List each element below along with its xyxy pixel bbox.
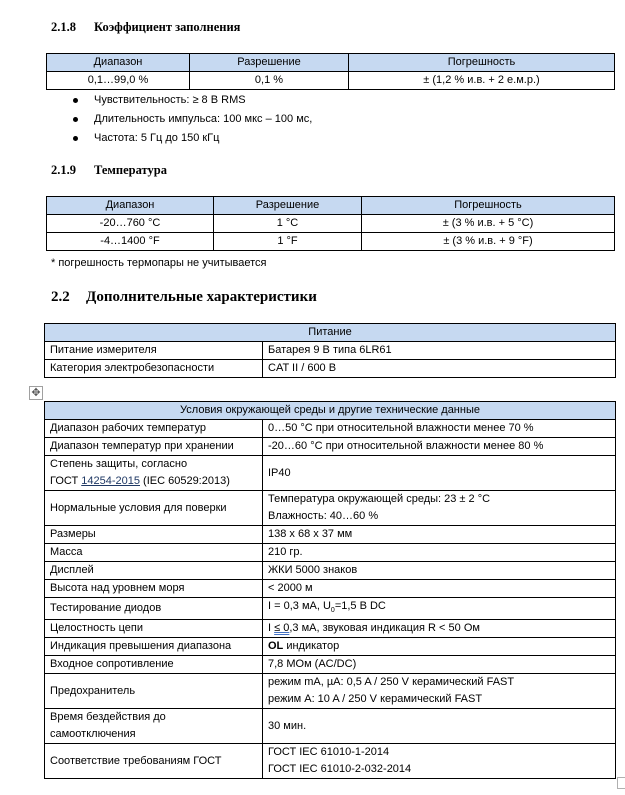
row-label: Категория электробезопасности [45, 360, 263, 378]
duty-cycle-table [46, 53, 615, 90]
row-value: 210 гр. [263, 544, 616, 562]
thermocouple-note: * погрешность термопары не учитывается [51, 257, 267, 269]
row-value: IP40 [263, 456, 616, 491]
row-label: Тестирование диодов [45, 598, 263, 620]
table-row [45, 342, 616, 360]
row-label: Диапазон рабочих температур [45, 420, 263, 438]
table-row [45, 491, 616, 526]
row-label: Размеры [45, 526, 263, 544]
header-resolution: Разрешение [214, 197, 362, 215]
gost-link[interactable]: 14254-2015 [81, 475, 140, 487]
list-item: Частота: 5 Гц до 150 кГц [0, 129, 312, 148]
row-value: Батарея 9 В типа 6LR61 [263, 342, 616, 360]
cell-accuracy: ± (3 % и.в. + 9 °F) [362, 233, 615, 251]
bullet-icon [73, 98, 78, 103]
table-header-row [47, 197, 615, 215]
heading-2-1-8 [51, 20, 240, 35]
row-value: I = 0,3 мА, $U_0=1,5$ В DC [263, 598, 616, 620]
cell-accuracy: ± (1,2 % и.в. + 2 е.м.р.) [349, 72, 615, 90]
row-label: Дисплей [45, 562, 263, 580]
table-row [45, 580, 616, 598]
table-row [45, 674, 616, 709]
table-row [45, 456, 616, 491]
row-label: Индикация превышения диапазона [45, 638, 263, 656]
table-row [45, 562, 616, 580]
row-value: < 2000 м [263, 580, 616, 598]
list-item: Длительность импульса: 100 мкс – 100 мс, [0, 110, 312, 129]
table-row [45, 526, 616, 544]
row-value: Температура окружающей среды: 23 ± 2 °C Влажность: 40…60 % [263, 491, 616, 526]
table-row [45, 598, 616, 620]
row-value: 0…50 °C при относительной влажности менее 70 % [263, 420, 616, 438]
heading-number: 2.1.9 [51, 163, 76, 177]
row-value: I ≤ 0,3 мА, звуковая индикация R < 50 Ом [263, 620, 616, 638]
heading-number: 2.1.8 [51, 20, 76, 34]
table-row [45, 544, 616, 562]
cell-resolution: 1 °F [214, 233, 362, 251]
row-label: Соответствие требованиям ГОСТ [45, 744, 263, 779]
header-accuracy: Погрешность [362, 197, 615, 215]
table-resize-handle[interactable] [617, 777, 625, 789]
table-row [45, 709, 616, 744]
cell-range: -20…760 °C [47, 215, 214, 233]
heading-number: 2.2 [51, 289, 70, 305]
table-row [45, 620, 616, 638]
row-label: Высота над уровнем моря [45, 580, 263, 598]
cell-resolution: 1 °C [214, 215, 362, 233]
row-label: Целостность цепи [45, 620, 263, 638]
cell-range: 0,1…99,0 % [47, 72, 190, 90]
cell-range: -4…1400 °F [47, 233, 214, 251]
row-label: Степень защиты, согласно ГОСТ 14254-2015 (IEC 60529:2013) [45, 456, 263, 491]
row-value: ГОСТ IEC 61010-1-2014 ГОСТ IEC 61010-2-032-2014 [263, 744, 616, 779]
table-move-handle-icon[interactable]: ✥ [29, 386, 43, 400]
table-row [45, 420, 616, 438]
temperature-table [46, 196, 615, 251]
heading-title: Температура [94, 163, 167, 177]
row-label: Диапазон температур при хранении [45, 438, 263, 456]
heading-title: Коэффициент заполнения [94, 20, 241, 34]
table-row [47, 72, 615, 90]
row-label: Время бездействия до самоотключения [45, 709, 263, 744]
header-range: Диапазон [47, 54, 190, 72]
heading-2-2 [51, 289, 317, 306]
header-range: Диапазон [47, 197, 214, 215]
heading-title: Дополнительные характеристики [86, 289, 317, 305]
duty-cycle-bullets [0, 91, 312, 148]
table-row [45, 360, 616, 378]
table-header-row [45, 402, 616, 420]
row-value: CAT II / 600 В [263, 360, 616, 378]
row-label: Входное сопротивление [45, 656, 263, 674]
environment-table [44, 401, 616, 779]
header-resolution: Разрешение [190, 54, 349, 72]
row-value: режим mA, µA: 0,5 A / 250 V керамический FAST режим A: 10 A / 250 V керамический FAST [263, 674, 616, 709]
power-header: Питание [45, 324, 616, 342]
environment-header: Условия окружающей среды и другие технические данные [45, 402, 616, 420]
bullet-icon [73, 136, 78, 141]
table-row [45, 656, 616, 674]
row-label: Предохранитель [45, 674, 263, 709]
row-label: Питание измерителя [45, 342, 263, 360]
row-label: Масса [45, 544, 263, 562]
cell-resolution: 0,1 % [190, 72, 349, 90]
table-row [45, 638, 616, 656]
bullet-icon [73, 117, 78, 122]
table-row [45, 744, 616, 779]
heading-2-1-9 [51, 163, 167, 178]
table-header-row [47, 54, 615, 72]
grammar-underline: ≤ 0 [274, 622, 290, 635]
table-row [47, 215, 615, 233]
header-accuracy: Погрешность [349, 54, 615, 72]
cell-accuracy: ± (3 % и.в. + 5 °C) [362, 215, 615, 233]
list-item: Чувствительность: ≥ 8 В RMS [0, 91, 312, 110]
power-table [44, 323, 616, 378]
row-value: -20…60 °C при относительной влажности менее 80 % [263, 438, 616, 456]
row-value: 138 x 68 x 37 мм [263, 526, 616, 544]
table-row [47, 233, 615, 251]
row-value: OL индикатор [263, 638, 616, 656]
row-label: Нормальные условия для поверки [45, 491, 263, 526]
row-value: ЖКИ 5000 знаков [263, 562, 616, 580]
table-row [45, 438, 616, 456]
table-header-row [45, 324, 616, 342]
row-value: 30 мин. [263, 709, 616, 744]
row-value: 7,8 МОм (AC/DC) [263, 656, 616, 674]
